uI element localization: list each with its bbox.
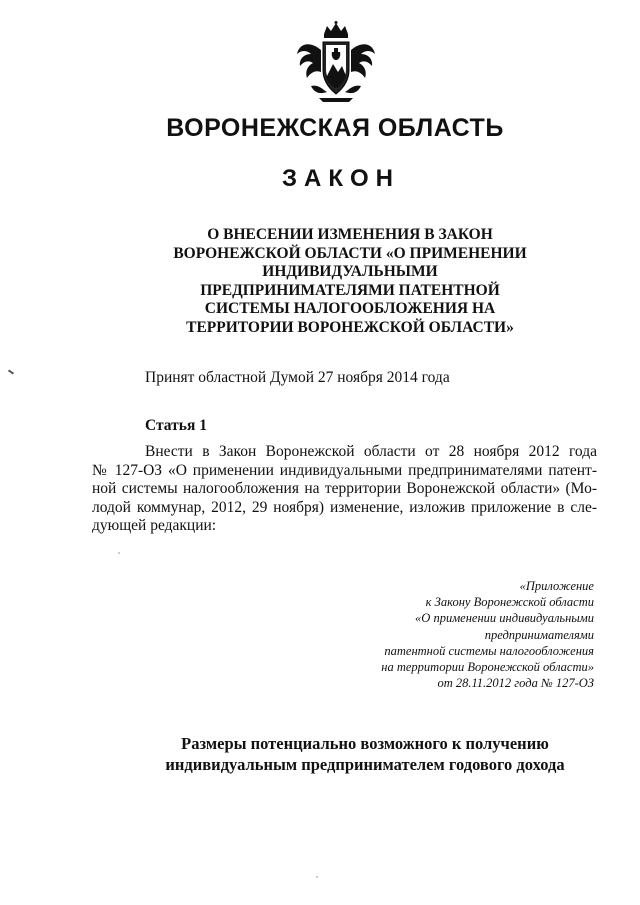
appendix-line: на территории Воронежской области» bbox=[381, 660, 594, 675]
appendix-line: к Закону Воронежской области bbox=[425, 595, 594, 610]
document-type-heading: ЗАКОН bbox=[281, 165, 400, 192]
coat-of-arms-icon bbox=[291, 20, 381, 110]
appendix-line: «О применении индивидуальными bbox=[415, 611, 594, 626]
appendix-line: от 28.11.2012 года № 127-ОЗ bbox=[437, 676, 594, 691]
region-heading: ВОРОНЕЖСКАЯ ОБЛАСТЬ bbox=[166, 114, 504, 142]
law-title-line: О ВНЕСЕНИИ ИЗМЕНЕНИЯ В ЗАКОН bbox=[207, 226, 493, 243]
scan-speck bbox=[118, 552, 120, 554]
sizes-heading-line: Размеры потенциально возможного к получению bbox=[181, 734, 549, 753]
scan-speck bbox=[316, 876, 318, 878]
article-body bbox=[92, 443, 597, 536]
appendix-line: «Приложение bbox=[519, 579, 594, 593]
article-heading: Статья 1 bbox=[145, 417, 207, 434]
law-title-line: ПРЕДПРИНИМАТЕЛЯМИ ПАТЕНТНОЙ bbox=[200, 281, 500, 299]
law-title-line: ТЕРРИТОРИИ ВОРОНЕЖСКОЙ ОБЛАСТИ» bbox=[186, 318, 514, 336]
margin-mark bbox=[8, 369, 14, 374]
law-title-line: СИСТЕМЫ НАЛОГООБЛОЖЕНИЯ НА bbox=[204, 300, 496, 317]
article-body-line: лодой коммунар, 2012, 29 ноября) изменение, изложив приложение в сле- bbox=[92, 498, 597, 516]
sizes-heading bbox=[150, 733, 580, 775]
sizes-heading-line: индивидуальным предпринимателем годового дохода bbox=[165, 755, 565, 774]
appendix-line: предпринимателями bbox=[484, 627, 594, 642]
law-title bbox=[160, 226, 540, 337]
article-body-line: Внести в Закон Воронежской области от 28 ноября 2012 года bbox=[145, 443, 597, 460]
article-body-line: № 127-ОЗ «О применении индивидуальными предпринимателями патент- bbox=[92, 461, 597, 479]
adoption-statement: Принят областной Думой 27 ноября 2014 года bbox=[145, 369, 450, 386]
appendix-line: патентной системы налогообложения bbox=[384, 643, 594, 658]
law-title-line: ИНДИВИДУАЛЬНЫМИ bbox=[262, 263, 438, 280]
article-body-line: ной системы налогообложения на территории Воронежской области» (Мо- bbox=[92, 480, 597, 497]
law-title-line: ВОРОНЕЖСКОЙ ОБЛАСТИ «О ПРИМЕНЕНИИ bbox=[173, 244, 527, 262]
article-body-line: дующей редакции: bbox=[92, 517, 217, 534]
appendix-reference bbox=[381, 578, 594, 691]
